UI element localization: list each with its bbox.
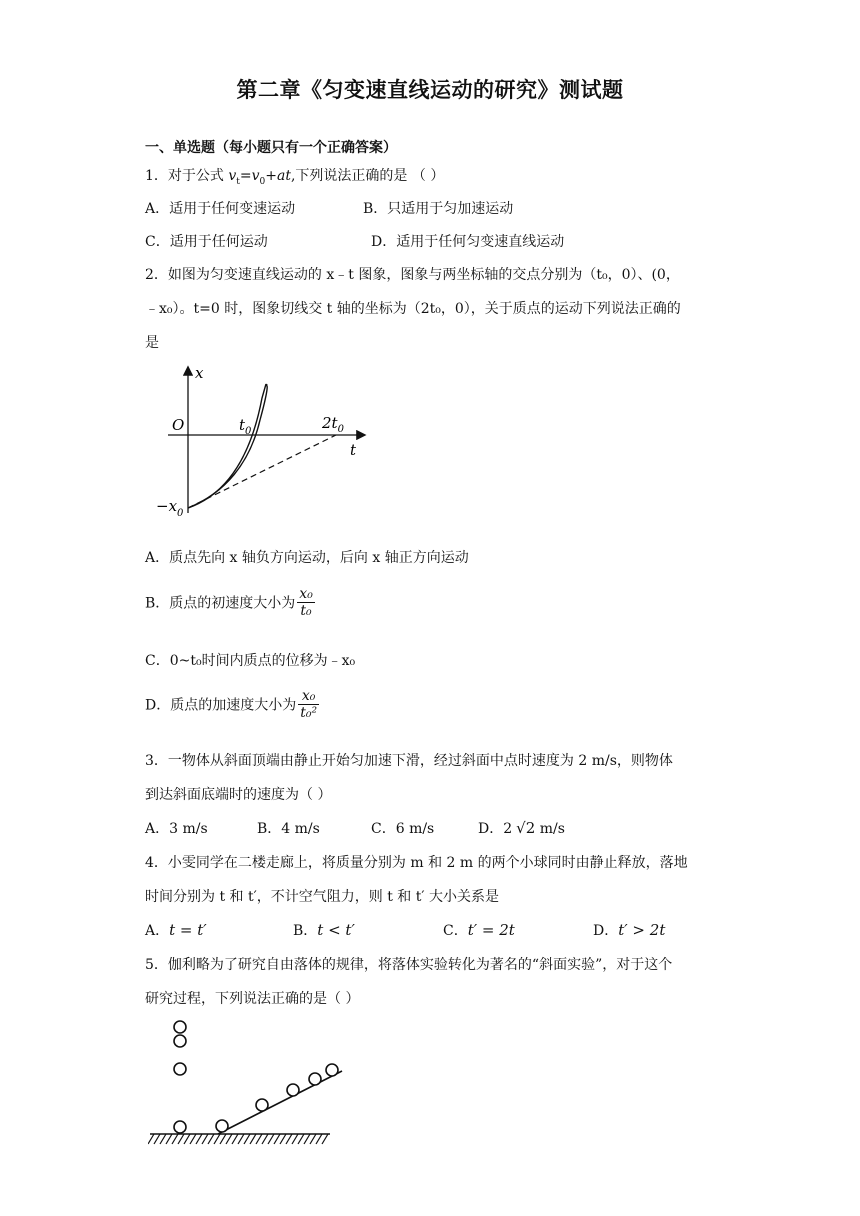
question-4-stem-line-1: 4．小雯同学在二楼走廊上，将质量分别为 m 和 2 m 的两个小球同时由静止释放，落地 [145, 855, 688, 871]
falling-balls [174, 1021, 186, 1133]
ground-hatching [148, 1134, 328, 1144]
question-1-option-a: A．适用于任何变速运动 [145, 201, 296, 217]
question-3-option-b: B．4 m/s [257, 821, 320, 837]
question-1-option-d: D．适用于任何匀变速直线运动 [371, 234, 565, 250]
question-4-option-d: D．t′ > 2t [593, 921, 666, 939]
x-t-graph [150, 358, 380, 530]
x-axis-label: t [350, 441, 357, 459]
fraction-x0-over-t0: $\frac{\text{x₀}}{\text{t₀}}$ [299, 586, 313, 619]
section-heading: 一、单选题（每小题只有一个正确答案） [145, 140, 397, 156]
t0-label: $t_0$ [239, 416, 252, 437]
question-4-option-b: B．t < t′ [293, 921, 355, 939]
question-1-stem: 1．对于公式 $v_t=v_0+at$,下列说法正确的是 （ ） [145, 168, 445, 187]
question-2-option-d: D．质点的加速度大小为 $\frac{\text{x₀}}{\text{t₀²}}$ [145, 688, 318, 721]
question-3-stem-line-1: 3．一物体从斜面顶端由静止开始匀加速下滑，经过斜面中点时速度为 2 m/s，则物体 [145, 753, 673, 769]
tangent-line [188, 435, 336, 508]
question-2-stem-line-2: ﹣x₀）。t=0 时，图象切线交 t 轴的坐标为（2t₀，0），关于质点的运动下列说法正确的 [145, 301, 681, 317]
question-2-option-c: C．0~t₀时间内质点的位移为﹣x₀ [145, 653, 356, 669]
incline-plane [218, 1071, 342, 1134]
question-1-option-b: B．只适用于匀加速运动 [363, 201, 514, 217]
question-4-stem-line-2: 时间分别为 t 和 t′，不计空气阻力，则 t 和 t′ 大小关系是 [145, 889, 500, 905]
y-axis-label: x [195, 364, 204, 382]
page-title: 第二章《匀变速直线运动的研究》测试题 [236, 78, 624, 102]
fraction-x0-over-t0-squared: $\frac{\text{x₀}}{\text{t₀²}}$ [300, 688, 318, 721]
incline-balls [216, 1064, 338, 1132]
origin-label: O [172, 416, 185, 434]
question-5-stem-line-2: 研究过程，下列说法正确的是（ ） [145, 991, 360, 1007]
two-t0-label: $2t_0$ [322, 414, 344, 435]
question-2-option-b: B．质点的初速度大小为 $\frac{\text{x₀}}{\text{t₀}}$ [145, 586, 313, 619]
x-t-curve [188, 384, 267, 508]
question-4-option-a: A．t = t′ [145, 921, 207, 939]
question-2-option-a: A．质点先向 x 轴负方向运动，后向 x 轴正方向运动 [145, 550, 469, 566]
question-3-stem-line-2: 到达斜面底端时的速度为（ ） [145, 787, 332, 803]
question-2-stem-line-3: 是 [145, 335, 159, 351]
question-1-option-c: C．适用于任何运动 [145, 234, 268, 250]
question-3-option-d: D．2 √2 m/s [478, 819, 565, 837]
question-3-option-c: C．6 m/s [371, 821, 435, 837]
galileo-incline-figure [148, 1014, 348, 1148]
question-4-option-c: C．t′ = 2t [443, 921, 515, 939]
question-2-stem-line-1: 2．如图为匀变速直线运动的 x﹣t 图象，图象与两坐标轴的交点分别为（t₀，0）、(0， [145, 267, 680, 283]
neg-x0-label: $-x_0$ [156, 497, 184, 519]
question-3-option-a: A．3 m/s [145, 821, 208, 837]
question-5-stem-line-1: 5．伽利略为了研究自由落体的规律，将落体实验转化为著名的“斜面实验”，对于这个 [145, 957, 673, 973]
